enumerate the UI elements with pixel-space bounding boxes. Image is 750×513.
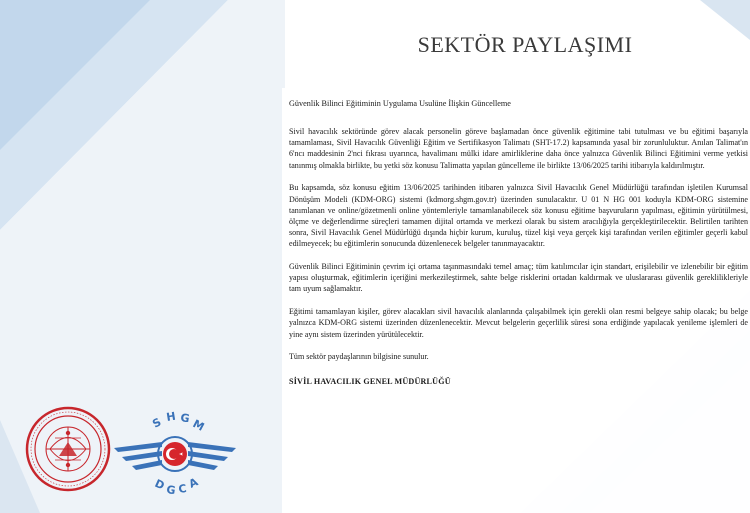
- svg-text:M: M: [190, 417, 207, 434]
- paragraph-1: Sivil havacılık sektöründe görev alacak personelin göreve başlamadan önce güvenlik eğitimine tabi tutulması ve bu eğitimi başarıyla tamamlaması, Sivil Havacılık Güvenliği Eğitim ve Sertifikasyon Talimatı (SHT-17.2) kapsamında yasal bir zorunluluktur. Anılan Talimat'ın 6'ncı maddesinin 2'nci fıkrası uyarınca, havalimanı mülki idare amirliklerine daha önce yalnızca Güvenlik Bilinci Eğitimini verme yetkisi tanınmış olmakla birlikte, bu yetki söz konusu Talimatta yapılan güncelleme ile birlikte 13/06/2025 tarihi itibarıyla kaldırılmıştır.: [289, 127, 748, 170]
- document-body: [289, 98, 748, 387]
- shgm-wings-icon: [110, 402, 240, 502]
- svg-text:S: S: [150, 415, 164, 431]
- svg-text:D: D: [152, 476, 167, 493]
- paragraph-2: Bu kapsamda, söz konusu eğitim 13/06/2025 tarihinden itibaren yalnızca Sivil Havacılık Genel Müdürlüğü tarafından işletilen Kurumsal Dönüşüm Modeli (KDM-ORG) sistemi (kdmorg.shgm.gov.tr) üzerinden sunulacaktır. U 01 N HG 001 koduyla KDM-ORG sistemine tanımlanan ve online/gözetmenli online yöntemleriyle tamamlanabilecek söz konusu eğitime başvuruların yapılması, eğitimin yürütülmesi, ölçme ve değerlendirme süreçleri tamamen dijital ortamda ve merkezi olarak bu sistem aracılığıyla gerçekleştirilecektir. Belirtilen tarihten sonra, Sivil Havacılık Genel Müdürlüğü dışında hiçbir kurum, kuruluş, tüzel kişi veya gerçek kişi tarafından verilen eğitimler geçerli kabul edilmeyecek; bu eğitimlerin sonucunda düzenlenecek belgeler tanınmayacaktır.: [289, 183, 748, 249]
- document-subject: Güvenlik Bilinci Eğitiminin Uygulama Usulüne İlişkin Güncelleme: [289, 99, 511, 108]
- svg-text:H: H: [165, 409, 177, 424]
- svg-text:G: G: [165, 483, 177, 498]
- page-title: SEKTÖR PAYLAŞIMI: [417, 32, 633, 57]
- paragraph-3: Güvenlik Bilinci Eğitiminin çevrim içi ortama taşınmasındaki temel amaç; tüm katılımcılar için standart, erişilebilir ve izlenebilir bir eğitim yapısı oluşturmak, eğitimlerin içeriğini merkezileştirmek, sahte belge risklerini ortadan kaldırmak ve uluslararası güvenlik gereklilikleriyle tam uyum sağlamaktır.: [289, 262, 748, 294]
- svg-text:A: A: [186, 475, 200, 491]
- closing-line: Tüm sektör paydaşlarının bilgisine sunulur.: [289, 352, 429, 362]
- paragraph-4: Eğitimi tamamlayan kişiler, görev alacakları sivil havacılık alanlarında çalışabilmek için gerekli olan resmi belgeye sahip olacak; bu belge yalnızca KDM-ORG sistemi üzerinden düzenlenecektir. Mevcut belgelerin geçerlilik süresi sona erdiğinde yapılacak yenileme işlemleri de yine aynı sistem üzerinden yürütülecektir.: [289, 307, 748, 339]
- svg-text:G: G: [179, 411, 191, 426]
- ministry-seal-icon: [25, 406, 111, 492]
- svg-text:C: C: [177, 481, 188, 496]
- signature: SİVİL HAVACILIK GENEL MÜDÜRLÜĞÜ: [289, 377, 451, 387]
